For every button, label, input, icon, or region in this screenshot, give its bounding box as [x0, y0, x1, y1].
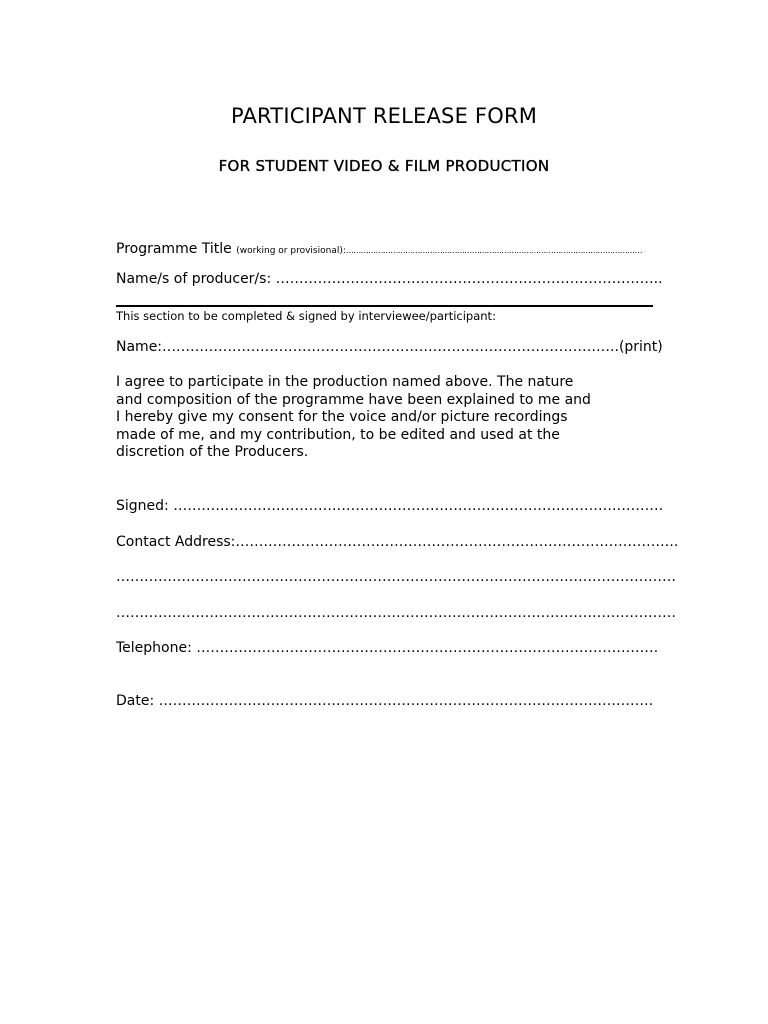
- section-divider: [116, 305, 653, 307]
- contact-address-line-3[interactable]: [116, 604, 676, 622]
- consent-line: discretion of the Producers.: [116, 444, 309, 461]
- telephone-dots: ………………………………………………………………………………………: [196, 640, 659, 656]
- consent-line: I agree to participate in the production named above. The nature: [116, 374, 574, 390]
- participant-name-suffix: (print): [618, 339, 663, 355]
- contact-address-line-2[interactable]: [116, 568, 676, 586]
- consent-paragraph: [116, 374, 656, 462]
- address-line-3-dots: …………………………………………………………………………………………………………: [116, 605, 676, 621]
- form-subtitle: FOR STUDENT VIDEO & FILM PRODUCTION: [218, 157, 550, 175]
- programme-title-label: Programme Title: [116, 241, 232, 257]
- telephone-field[interactable]: [116, 639, 659, 657]
- date-field[interactable]: [116, 692, 654, 710]
- participant-name-field[interactable]: [116, 338, 663, 356]
- consent-line: made of me, and my contribution, to be edited and used at the: [116, 426, 560, 443]
- section-note: This section to be completed & signed by interviewee/participant:: [116, 309, 496, 323]
- date-dots: …………………………………………………………………………………………….: [158, 693, 654, 709]
- signed-dots: ……………………………………………………………………………………………: [173, 498, 664, 514]
- contact-address-dots: …………………………………………………………………………………..: [235, 534, 679, 550]
- telephone-label: Telephone:: [116, 640, 192, 656]
- date-label: Date:: [116, 693, 155, 709]
- consent-line: and composition of the programme have been explained to me and: [116, 391, 591, 408]
- contact-address-field[interactable]: [116, 533, 679, 551]
- participant-name-dots: ……………………………………………………………………………………..: [162, 339, 619, 355]
- address-line-2-dots: …………………………………………………………………………………………………………: [116, 569, 676, 585]
- contact-address-label: Contact Address:: [116, 534, 236, 550]
- producer-dots: ………………………………………………………………………..: [275, 271, 663, 287]
- signed-label: Signed:: [116, 498, 169, 514]
- producer-field[interactable]: [116, 270, 663, 288]
- programme-title-field[interactable]: [116, 240, 654, 260]
- consent-line: I hereby give my consent for the voice and/or picture recordings: [116, 409, 568, 426]
- signed-field[interactable]: [116, 497, 664, 515]
- form-title: PARTICIPANT RELEASE FORM: [230, 104, 538, 128]
- participant-name-label: Name:: [116, 339, 163, 355]
- programme-title-dots: …………………………………………………………………………………………………………: [345, 246, 642, 255]
- programme-title-hint: (working or provisional):: [236, 246, 346, 256]
- producer-label: Name/s of producer/s:: [116, 271, 272, 287]
